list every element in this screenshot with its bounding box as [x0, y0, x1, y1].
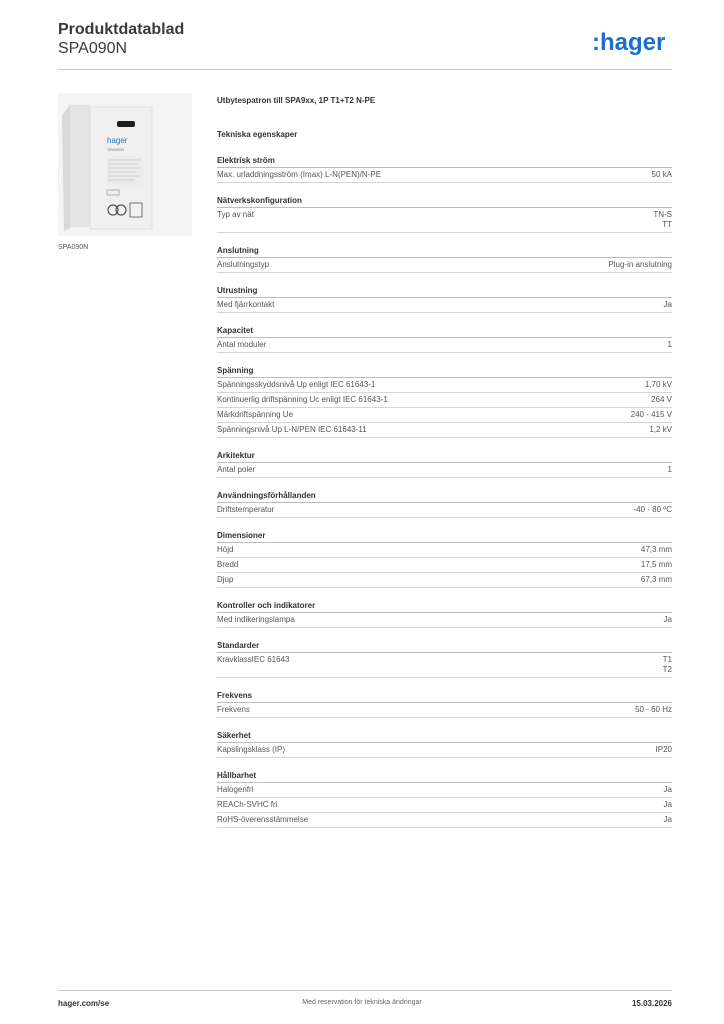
spec-row: [217, 613, 672, 628]
logo-text: :hager: [592, 29, 666, 56]
spec-value-line: 50 kA: [651, 170, 672, 179]
footer-website: hager.com/se: [58, 999, 110, 1008]
section-title: Anslutning: [217, 245, 672, 258]
spec-section: [217, 285, 672, 313]
spec-value: [664, 785, 672, 795]
spec-value-line: 264 V: [651, 395, 672, 404]
spec-label: Spänningsnivå Up L-N/PEN IEC 61643-11: [217, 425, 367, 434]
spec-row: [217, 168, 672, 183]
spec-value-line: TT: [662, 220, 672, 229]
spec-row: [217, 703, 672, 718]
spec-value: [652, 170, 672, 180]
spec-row: [217, 573, 672, 588]
spec-row: [217, 503, 672, 518]
product-image: [58, 93, 192, 236]
spec-value-line: -40 - 80 ºC: [633, 505, 672, 514]
spec-section: [217, 490, 672, 518]
section-title: Kontroller och indikatorer: [217, 600, 672, 613]
spec-value-line: 240 - 415 V: [630, 410, 672, 419]
spec-section: [217, 450, 672, 478]
spec-label: Med indikeringslampa: [217, 615, 295, 624]
spec-value: [668, 465, 672, 475]
spec-value-line: Ja: [663, 815, 672, 824]
footer-date: 15.03.2026: [631, 999, 672, 1008]
section-title: Kapacitet: [217, 325, 672, 338]
spec-section: [217, 155, 672, 183]
spec-value-line: 1: [667, 340, 672, 349]
spec-section: [217, 640, 672, 678]
technical-heading: Tekniska egenskaper: [217, 130, 298, 139]
spec-value-line: IP20: [655, 745, 672, 754]
spec-value-line: 50 - 60 Hz: [635, 705, 672, 714]
spec-label: Anslutningstyp: [217, 260, 270, 269]
spec-label: KravklassIEC 61643: [217, 655, 290, 664]
spec-label: Typ av nät: [217, 210, 254, 219]
spec-label: Kontinuerlig driftspänning Uc enligt IEC 61643-1: [217, 395, 388, 404]
spec-value: [664, 300, 672, 310]
spec-value-line: Ja: [663, 785, 672, 794]
spec-row: [217, 798, 672, 813]
spec-section: [217, 325, 672, 353]
section-title: Arkitektur: [217, 450, 672, 463]
spec-value: [664, 815, 672, 825]
spec-row: [217, 423, 672, 438]
hager-logo: [592, 28, 672, 56]
spec-value-line: Plug-in anslutning: [608, 260, 672, 269]
spec-row: [217, 208, 672, 233]
spec-value: [649, 425, 672, 435]
footer-divider: [58, 990, 672, 991]
spec-section: [217, 690, 672, 718]
spec-value-line: T2: [662, 665, 672, 674]
spec-label: Med fjärrkontakt: [217, 300, 275, 309]
spec-value: [668, 340, 672, 350]
spec-row: [217, 393, 672, 408]
spec-value-line: Ja: [663, 615, 672, 624]
spec-section: [217, 365, 672, 438]
section-title: Spänning: [217, 365, 672, 378]
spec-section: [217, 600, 672, 628]
spec-label: Märkdriftspänning Ue: [217, 410, 294, 419]
document-title: Produktdatablad: [58, 21, 185, 38]
image-caption: SPA090N: [58, 244, 89, 251]
spec-row: [217, 783, 672, 798]
spec-value-line: Ja: [663, 300, 672, 309]
spec-label: Bredd: [217, 560, 239, 569]
spec-value: [664, 615, 672, 625]
spec-value-line: 17,5 mm: [640, 560, 672, 569]
spec-label: Max. urladdningsström (Imax) L-N(PEN)/N-PE: [217, 170, 382, 179]
spec-label: Kapslingsklass (IP): [217, 745, 286, 754]
spec-value-line: 1: [667, 465, 672, 474]
spec-value: [641, 545, 672, 555]
spec-value: [631, 410, 672, 420]
spec-value-line: Ja: [663, 800, 672, 809]
section-title: Användningsförhållanden: [217, 490, 672, 503]
footer-disclaimer: Med reservation för tekniska ändringar: [302, 999, 422, 1006]
spec-value: [645, 380, 672, 390]
spec-row: [217, 408, 672, 423]
section-title: Säkerhet: [217, 730, 672, 743]
spec-value: [641, 575, 672, 585]
spec-value: [641, 560, 672, 570]
document-header: [58, 20, 184, 58]
section-title: Utrustning: [217, 285, 672, 298]
section-title: Nätverkskonfiguration: [217, 195, 672, 208]
device-brand-label: hager: [107, 136, 128, 145]
section-title: Frekvens: [217, 690, 672, 703]
spec-label: Spänningsskyddsnivå Up enligt IEC 61643-1: [217, 380, 376, 389]
spec-value: [653, 210, 672, 230]
spec-row: [217, 378, 672, 393]
spec-value: [608, 260, 672, 270]
spec-label: Frekvens: [217, 705, 250, 714]
spec-label: RoHS-överensstämmelse: [217, 815, 309, 824]
spec-section: [217, 195, 672, 233]
spec-row: [217, 653, 672, 678]
device-code-label: SPA090N: [107, 147, 125, 152]
spec-label: REACh-SVHC fri: [217, 800, 278, 809]
spec-row: [217, 558, 672, 573]
spec-label: Höjd: [217, 545, 234, 554]
spec-sections: [217, 155, 672, 828]
spec-label: Antal moduler: [217, 340, 267, 349]
spec-value: [656, 745, 672, 755]
spec-row: [217, 813, 672, 828]
spec-value-line: TN-S: [653, 210, 672, 219]
spec-value: [651, 395, 672, 405]
spec-row: [217, 338, 672, 353]
header-divider: [58, 69, 672, 70]
spec-label: Driftstemperatur: [217, 505, 275, 514]
spec-value-line: 47,3 mm: [640, 545, 672, 554]
spec-label: Halogenfri: [217, 785, 254, 794]
spec-row: [217, 298, 672, 313]
spec-value-line: 67,3 mm: [640, 575, 672, 584]
section-title: Dimensioner: [217, 530, 672, 543]
spec-section: [217, 245, 672, 273]
product-code: SPA090N: [58, 40, 128, 57]
spec-value: [635, 705, 672, 715]
spec-value-line: 1,2 kV: [649, 425, 672, 434]
spec-value-line: 1,70 kV: [644, 380, 672, 389]
spec-value: [664, 800, 672, 810]
spec-value: [663, 655, 672, 675]
section-title: Standarder: [217, 640, 672, 653]
spec-value: [634, 505, 673, 515]
section-title: Elektrisk ström: [217, 155, 672, 168]
spec-label: Djup: [217, 575, 234, 584]
spec-row: [217, 743, 672, 758]
spec-section: [217, 730, 672, 758]
spec-row: [217, 463, 672, 478]
product-description: Utbytespatron till SPA9xx, 1P T1+T2 N-PE: [217, 96, 376, 105]
spec-content: [217, 96, 672, 840]
spec-section: [217, 530, 672, 588]
spec-section: [217, 770, 672, 828]
spec-row: [217, 543, 672, 558]
spec-value-line: T1: [662, 655, 672, 664]
spec-label: Antal poler: [217, 465, 256, 474]
section-title: Hållbarhet: [217, 770, 672, 783]
spec-row: [217, 258, 672, 273]
